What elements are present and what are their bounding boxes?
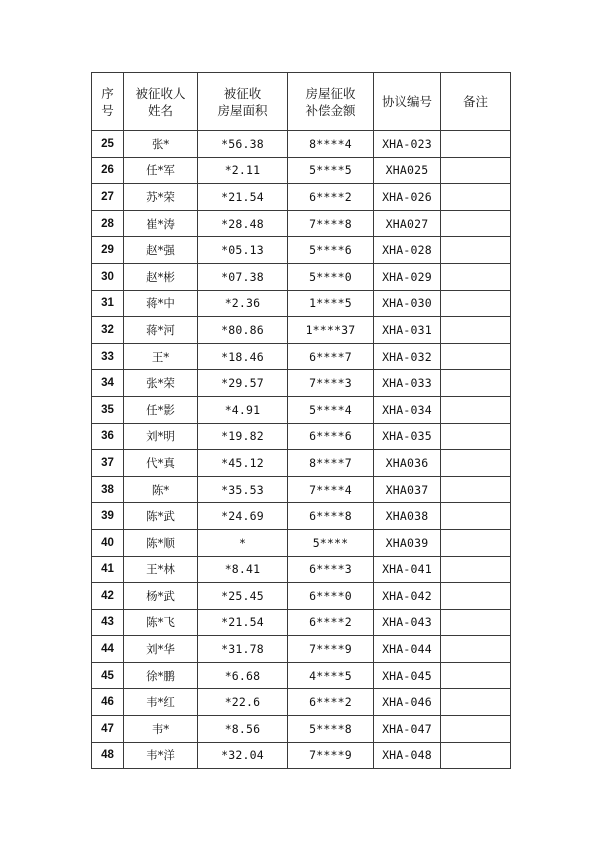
table-row (92, 556, 511, 583)
cell-remarks (441, 263, 511, 290)
cell-area: *56.38 (198, 131, 288, 158)
cell-compensation: 7****8 (288, 210, 374, 237)
table-row (92, 583, 511, 610)
cell-seq: 36 (92, 423, 124, 450)
cell-seq: 41 (92, 556, 124, 583)
header-remarks: 备注 (441, 73, 511, 131)
cell-agreement: XHA-023 (374, 131, 441, 158)
cell-remarks (441, 689, 511, 716)
cell-remarks (441, 237, 511, 264)
cell-compensation: 5**** (288, 529, 374, 556)
cell-compensation: 7****4 (288, 476, 374, 503)
table-row (92, 503, 511, 530)
cell-name: 韦*红 (124, 689, 198, 716)
table-row (92, 742, 511, 769)
cell-area: *8.56 (198, 716, 288, 743)
table-row (92, 210, 511, 237)
cell-name: 任*军 (124, 157, 198, 184)
cell-area: *2.36 (198, 290, 288, 317)
cell-compensation: 1****5 (288, 290, 374, 317)
cell-compensation: 6****2 (288, 184, 374, 211)
cell-seq: 46 (92, 689, 124, 716)
table-row (92, 396, 511, 423)
cell-compensation: 1****37 (288, 317, 374, 344)
cell-area: *35.53 (198, 476, 288, 503)
cell-remarks (441, 423, 511, 450)
cell-area: *21.54 (198, 184, 288, 211)
cell-compensation: 8****7 (288, 450, 374, 477)
cell-agreement: XHA-044 (374, 636, 441, 663)
cell-name: 王*林 (124, 556, 198, 583)
cell-agreement: XHA-046 (374, 689, 441, 716)
cell-area: *2.11 (198, 157, 288, 184)
compensation-table (91, 72, 511, 769)
cell-agreement: XHA-033 (374, 370, 441, 397)
table-row (92, 636, 511, 663)
cell-seq: 38 (92, 476, 124, 503)
cell-compensation: 5****5 (288, 157, 374, 184)
cell-seq: 43 (92, 609, 124, 636)
cell-seq: 31 (92, 290, 124, 317)
cell-remarks (441, 609, 511, 636)
cell-area: *80.86 (198, 317, 288, 344)
cell-compensation: 6****2 (288, 609, 374, 636)
cell-seq: 45 (92, 662, 124, 689)
cell-agreement: XHA-030 (374, 290, 441, 317)
header-area: 被征收 房屋面积 (198, 73, 288, 131)
cell-compensation: 6****0 (288, 583, 374, 610)
cell-name: 王* (124, 343, 198, 370)
table-row (92, 370, 511, 397)
table-header-row (92, 73, 511, 131)
cell-agreement: XHA-031 (374, 317, 441, 344)
cell-name: 任*影 (124, 396, 198, 423)
cell-agreement: XHA-045 (374, 662, 441, 689)
cell-remarks (441, 184, 511, 211)
cell-seq: 47 (92, 716, 124, 743)
cell-area: *05.13 (198, 237, 288, 264)
cell-area: *31.78 (198, 636, 288, 663)
cell-seq: 34 (92, 370, 124, 397)
cell-seq: 33 (92, 343, 124, 370)
cell-area: *6.68 (198, 662, 288, 689)
cell-agreement: XHA-029 (374, 263, 441, 290)
cell-seq: 44 (92, 636, 124, 663)
cell-remarks (441, 503, 511, 530)
cell-name: 张*荣 (124, 370, 198, 397)
table-row (92, 662, 511, 689)
cell-seq: 25 (92, 131, 124, 158)
cell-area: *22.6 (198, 689, 288, 716)
cell-seq: 48 (92, 742, 124, 769)
table-row (92, 423, 511, 450)
cell-remarks (441, 716, 511, 743)
cell-agreement: XHA-026 (374, 184, 441, 211)
table-row (92, 450, 511, 477)
header-agreement: 协议编号 (374, 73, 441, 131)
cell-area: *45.12 (198, 450, 288, 477)
cell-remarks (441, 290, 511, 317)
cell-name: 刘*明 (124, 423, 198, 450)
cell-name: 赵*强 (124, 237, 198, 264)
cell-name: 陈* (124, 476, 198, 503)
cell-agreement: XHA027 (374, 210, 441, 237)
cell-seq: 37 (92, 450, 124, 477)
cell-name: 刘*华 (124, 636, 198, 663)
cell-compensation: 5****0 (288, 263, 374, 290)
cell-agreement: XHA-047 (374, 716, 441, 743)
cell-area: *4.91 (198, 396, 288, 423)
cell-remarks (441, 343, 511, 370)
table-row (92, 184, 511, 211)
cell-compensation: 5****8 (288, 716, 374, 743)
cell-compensation: 8****4 (288, 131, 374, 158)
cell-remarks (441, 396, 511, 423)
cell-compensation: 4****5 (288, 662, 374, 689)
cell-name: 徐*鹏 (124, 662, 198, 689)
cell-agreement: XHA-035 (374, 423, 441, 450)
cell-name: 代*真 (124, 450, 198, 477)
cell-name: 张* (124, 131, 198, 158)
cell-compensation: 7****9 (288, 742, 374, 769)
table-row (92, 716, 511, 743)
cell-area: *18.46 (198, 343, 288, 370)
cell-name: 苏*荣 (124, 184, 198, 211)
cell-seq: 29 (92, 237, 124, 264)
cell-agreement: XHA-028 (374, 237, 441, 264)
cell-remarks (441, 742, 511, 769)
cell-seq: 30 (92, 263, 124, 290)
cell-name: 陈*飞 (124, 609, 198, 636)
cell-remarks (441, 450, 511, 477)
cell-remarks (441, 370, 511, 397)
cell-area: *19.82 (198, 423, 288, 450)
cell-area: *28.48 (198, 210, 288, 237)
cell-compensation: 5****4 (288, 396, 374, 423)
cell-remarks (441, 476, 511, 503)
cell-agreement: XHA036 (374, 450, 441, 477)
cell-seq: 26 (92, 157, 124, 184)
table-row (92, 237, 511, 264)
cell-name: 崔*涛 (124, 210, 198, 237)
cell-compensation: 6****2 (288, 689, 374, 716)
cell-seq: 40 (92, 529, 124, 556)
cell-seq: 32 (92, 317, 124, 344)
cell-agreement: XHA038 (374, 503, 441, 530)
cell-area: *32.04 (198, 742, 288, 769)
table-row (92, 529, 511, 556)
cell-seq: 35 (92, 396, 124, 423)
cell-name: 韦* (124, 716, 198, 743)
cell-remarks (441, 556, 511, 583)
table-row (92, 263, 511, 290)
cell-name: 蒋*中 (124, 290, 198, 317)
cell-name: 韦*洋 (124, 742, 198, 769)
cell-compensation: 6****7 (288, 343, 374, 370)
cell-seq: 39 (92, 503, 124, 530)
cell-compensation: 7****9 (288, 636, 374, 663)
cell-remarks (441, 317, 511, 344)
table-row (92, 317, 511, 344)
cell-name: 陈*顺 (124, 529, 198, 556)
cell-agreement: XHA037 (374, 476, 441, 503)
cell-area: *25.45 (198, 583, 288, 610)
table-row (92, 131, 511, 158)
cell-area: *29.57 (198, 370, 288, 397)
cell-remarks (441, 210, 511, 237)
cell-area: *21.54 (198, 609, 288, 636)
cell-seq: 42 (92, 583, 124, 610)
cell-compensation: 6****3 (288, 556, 374, 583)
table-row (92, 476, 511, 503)
cell-remarks (441, 636, 511, 663)
table-row (92, 689, 511, 716)
cell-name: 陈*武 (124, 503, 198, 530)
cell-area: *24.69 (198, 503, 288, 530)
header-compensation: 房屋征收 补偿金额 (288, 73, 374, 131)
cell-remarks (441, 583, 511, 610)
cell-area: *8.41 (198, 556, 288, 583)
cell-remarks (441, 131, 511, 158)
table-row (92, 157, 511, 184)
table-row (92, 609, 511, 636)
cell-seq: 27 (92, 184, 124, 211)
cell-agreement: XHA-041 (374, 556, 441, 583)
cell-remarks (441, 529, 511, 556)
cell-agreement: XHA-032 (374, 343, 441, 370)
cell-agreement: XHA-042 (374, 583, 441, 610)
cell-name: 蒋*河 (124, 317, 198, 344)
cell-seq: 28 (92, 210, 124, 237)
cell-name: 杨*武 (124, 583, 198, 610)
cell-agreement: XHA-043 (374, 609, 441, 636)
cell-compensation: 6****6 (288, 423, 374, 450)
cell-remarks (441, 662, 511, 689)
header-seq: 序 号 (92, 73, 124, 131)
table-row (92, 290, 511, 317)
cell-agreement: XHA-034 (374, 396, 441, 423)
cell-agreement: XHA-048 (374, 742, 441, 769)
cell-agreement: XHA039 (374, 529, 441, 556)
cell-compensation: 7****3 (288, 370, 374, 397)
cell-remarks (441, 157, 511, 184)
cell-agreement: XHA025 (374, 157, 441, 184)
cell-area: * (198, 529, 288, 556)
cell-area: *07.38 (198, 263, 288, 290)
cell-compensation: 5****6 (288, 237, 374, 264)
header-name: 被征收人 姓名 (124, 73, 198, 131)
table-row (92, 343, 511, 370)
cell-name: 赵*彬 (124, 263, 198, 290)
cell-compensation: 6****8 (288, 503, 374, 530)
